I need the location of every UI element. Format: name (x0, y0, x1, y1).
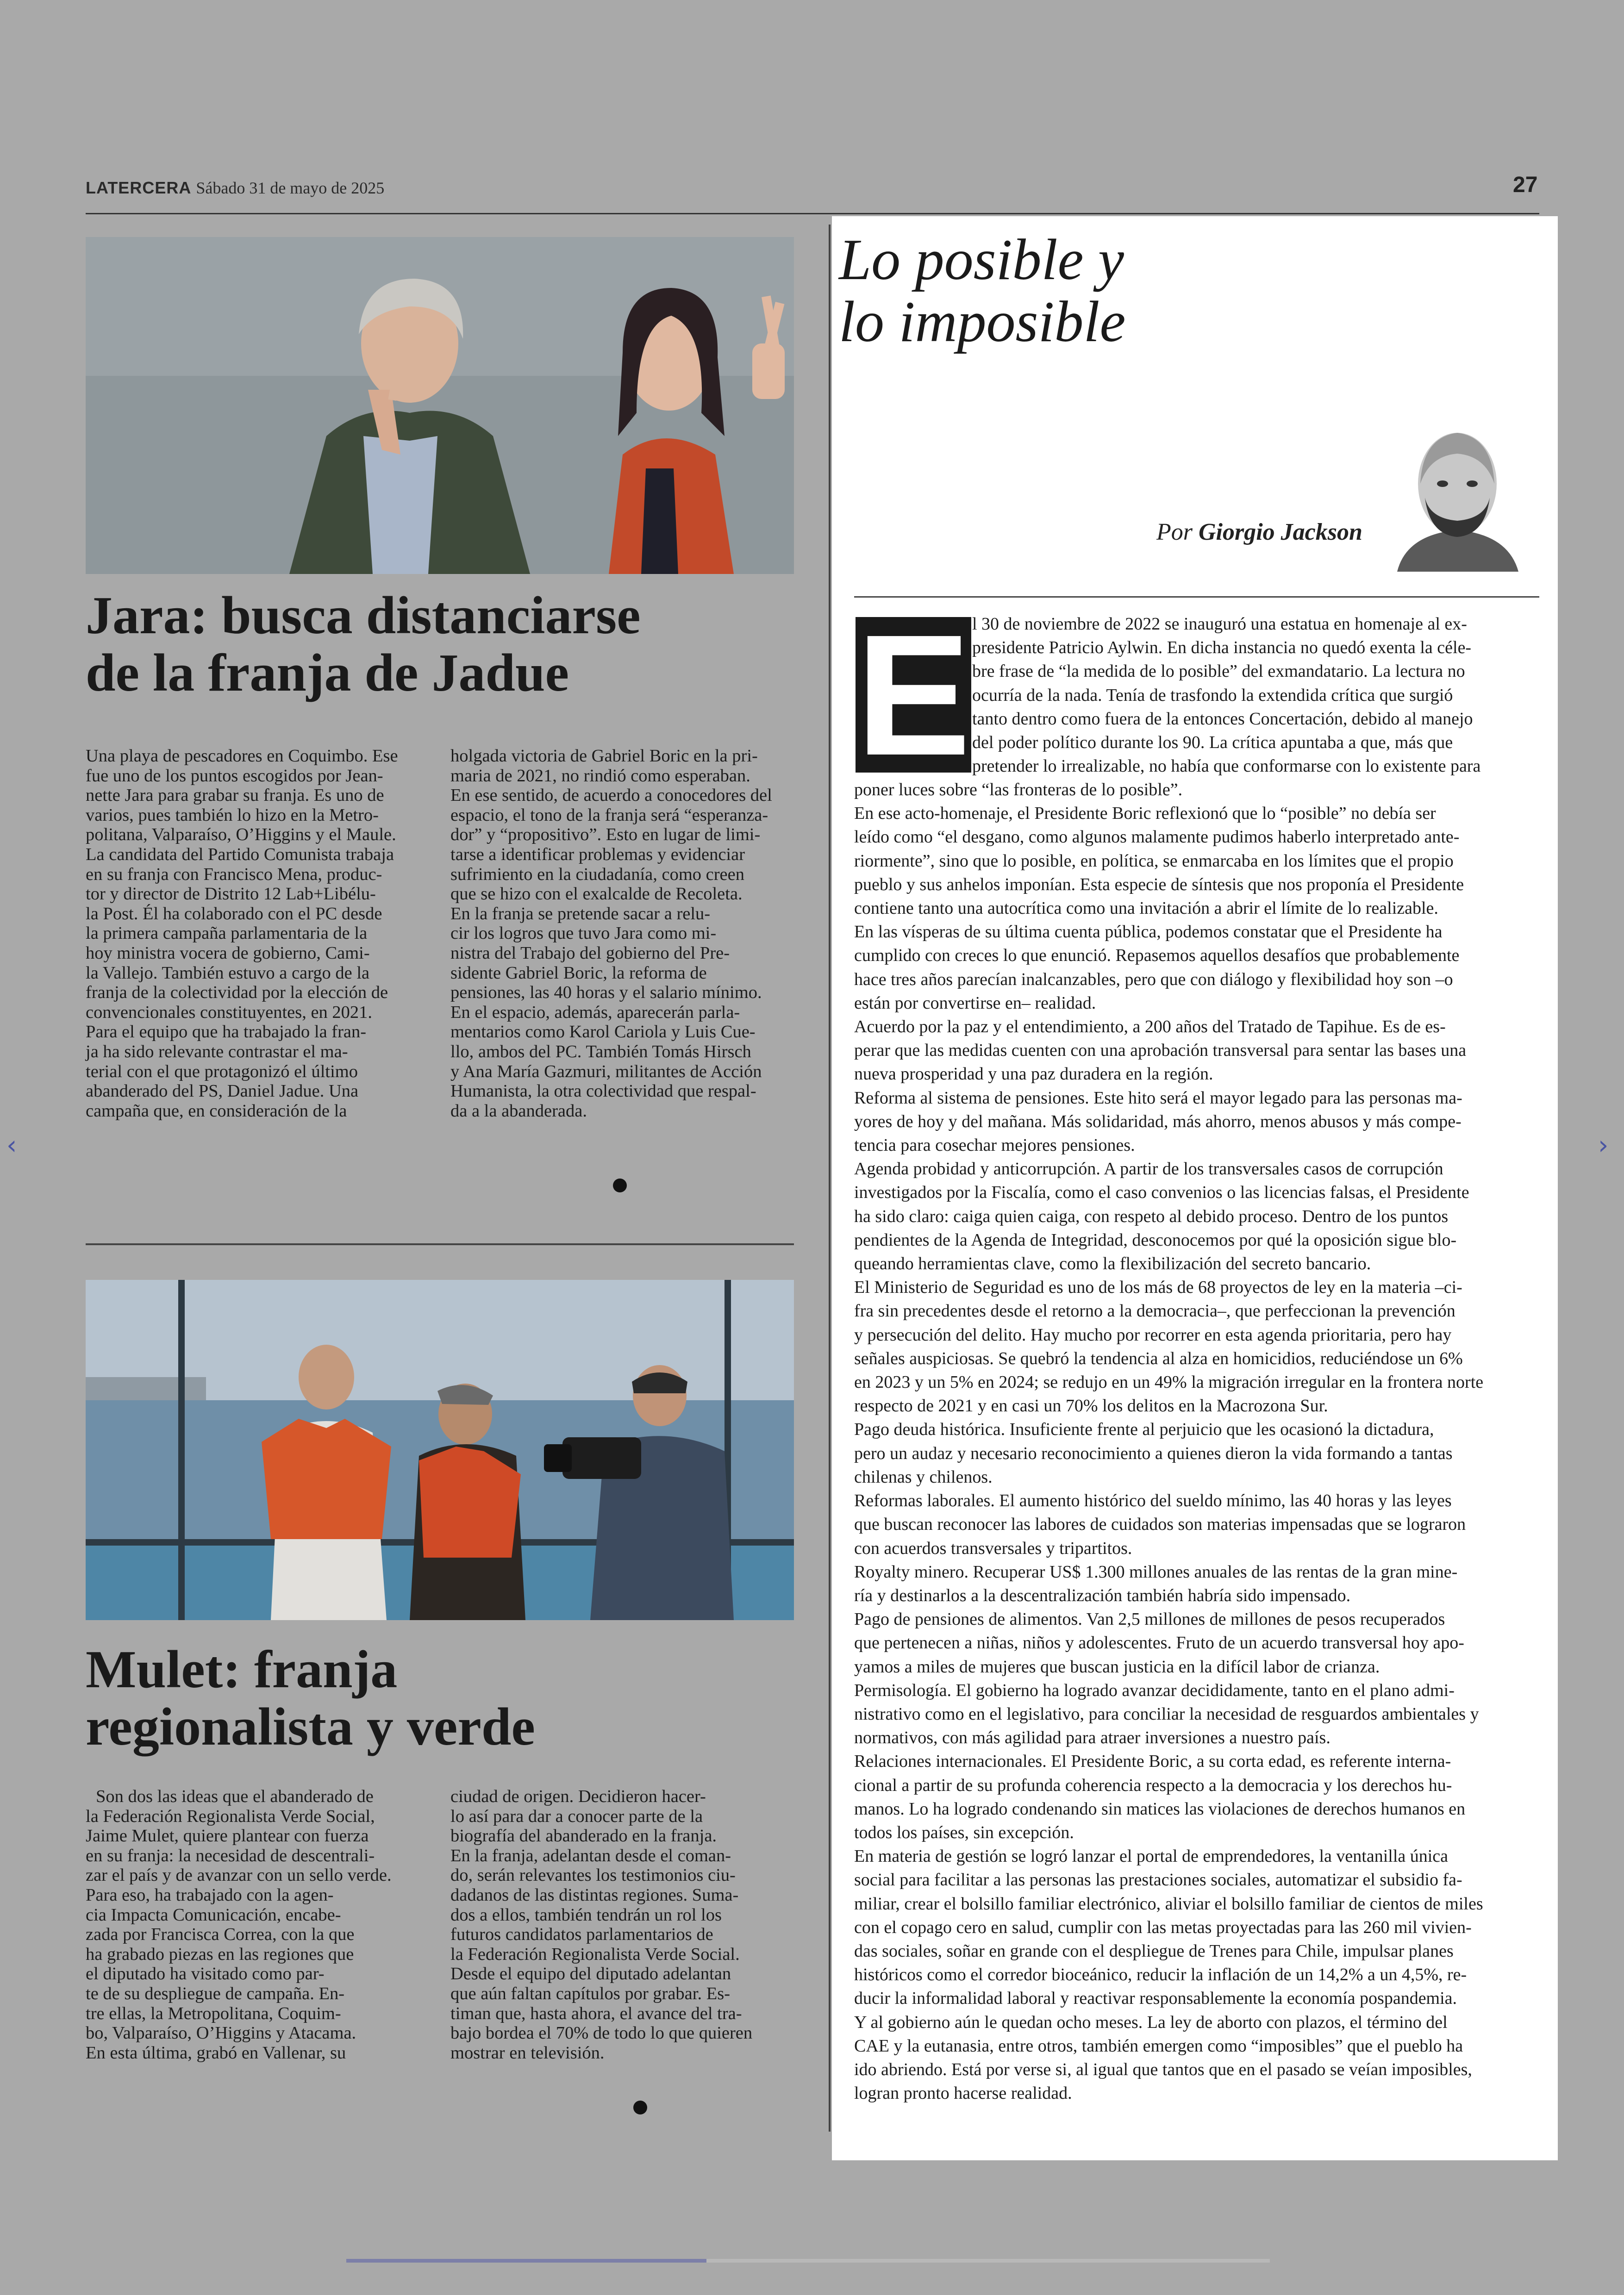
newspaper-brand: LATERCERA (86, 178, 192, 197)
jara-end-mark (610, 1179, 627, 1192)
opinion-body: poner luces sobre “las fronteras de lo posible”. En ese acto-homenaje, el Presidente Boric reflexionó que lo “posible” no debía ser leído como “el desgano, como algunos malamente pudimos haberlo interpretado ante- riormente”, sino que lo posible, en política, se enmarcaba en los límites que el propio pueblo y sus anhelos imponían. Esta especie de síntesis que nos proponía el Presidente contiene tanto una autocrítica como una invitación a abrir el límite de lo realizable. En las vísperas de su última cuenta pública, podemos constatar que el Presidente ha cumplido con creces lo que enunció. Repasemos aquellos desafíos que probablemente hace tres años parecían inalcanzables, pero que con diálogo y flexibilidad hoy son –o están por convertirse en– realidad. Acuerdo por la paz y el entendimiento, a 200 años del Tratado de Tapihue. Es de es- perar que las medidas cuenten con una aprobación transversal para sentar las bases una nueva prosperidad y una paz duradera en la región. Reforma al sistema de pensiones. Este hito será el mayor legado para las personas ma- yores de hoy y del mañana. Más solidaridad, más ahorro, menos abusos y más compe- tencia para cosechar mejores pensiones. Agenda probidad y anticorrupción. A partir de los transversales casos de corrupción investigados por la Fiscalía, como el caso convenios o las licencias falsas, el Presidente ha sido claro: caiga quien caiga, con respeto al debido proceso. Dentro de los puntos pendientes de la Agenda de Integridad, desconocemos por qué la oposición sigue blo- queando herramientas clave, como la flexibilización del secreto bancario. El Ministerio de Seguridad es uno de los más de 68 proyectos de ley en la materia –ci- fra sin precedentes desde el retorno a la democracia–, que perfeccionan la prevención y persecución del delito. Hay mucho por recorrer en esta agenda prioritaria, pero hay señales auspiciosas. Se quebró la tendencia al alza en homicidios, reduciéndose un 6% en 2023 y un 5% en 2024; se redujo en un 49% la migración irregular en la frontera norte respecto de 2021 y en casi un 70% los delitos en la Macrozona Sur. Pago deuda histórica. Insuficiente frente al perjuicio que les ocasionó la dictadura, pero un audaz y necesario reconocimiento a quienes dieron la vida formando a tantas chilenas y chilenos. Reformas laborales. El aumento histórico del sueldo mínimo, las 40 horas y las leyes que buscan reconocer las labores de cuidados son materias impensadas que se lograron con acuerdos transversales y tripartitos. Royalty minero. Recuperar US$ 1.300 millones anuales de las rentas de la gran mine- ría y destinarlos a la descentralización también habría sido impensado. Pago de pensiones de alimentos. Van 2,5 millones de millones de pesos recuperados que pertenecen a niñas, niños y adolescentes. Fruto de un acuerdo transversal hoy apo- yamos a miles de mujeres que buscan justicia en la difícil labor de crianza. Permisología. El gobierno ha logrado avanzar decididamente, tanto en el plano admi- nistrativo como en el legislativo, para conciliar la necesidad de resguardos ambientales y normativos, con más agilidad para atraer inversiones a nuestro país. Relaciones internacionales. El Presidente Boric, a su corta edad, es referente interna- cional a partir de su profunda coherencia respecto a la democracia y los derechos hu- manos. Lo ha logrado condenando sin matices las violaciones de derechos humanos en todos los países, sin excepción. En materia de gestión se logró lanzar el portal de emprendedores, la ventanilla única social para facilitar a las personas las prestaciones sociales, automatizar el subsidio fa- miliar, crear el bolsillo familiar electrónico, aliviar el bolsillo familiar de cientos de miles con el copago cero en salud, cumplir con las metas proyectadas para las 260 mil vivien- das sociales, soñar en grande con el despliegue de Trenes para Chile, impulsar planes históricos como el corredor bioceánico, reducir la inflación de un 14,2% a un 4,5%, re- ducir la informalidad laboral y reactivar responsablemente la economía pospandemia. Y al gobierno aún le quedan ocho meses. La ley de aborto con plazos, el término del CAE y la eutanasia, entre otros, también emergen como “imposibles” que el pueblo ha ido abriendo. Está por verse si, al igual que tantos que en el pasado se veían imposibles, logran pronto hacerse realidad. (854, 780, 1484, 2103)
byline-prefix: Por (1156, 519, 1193, 545)
mulet-headline: Mulet: franja regionalista y verde (86, 1640, 535, 1757)
article-divider (86, 1243, 794, 1245)
byline-author: Giorgio Jackson (1199, 519, 1362, 545)
issue-date: Sábado 31 de mayo de 2025 (196, 179, 385, 197)
photo-two-women-victory-sign-icon (86, 237, 794, 574)
jara-body-column-2: holgada victoria de Gabriel Boric en la pri- maria de 2021, no rindió como esperaban. En ese sentido, de acuerdo a conocedores del espacio, el tono de la franja será “esperanza- dor” y “propositivo”. Esto en lugar de limi- tarse a identificar problemas y evidenciar sufrimiento en la ciudadanía, como creen que se hizo con el exalcalde de Recoleta. En la franja se pretende sacar a relu- cir los logros que tuvo Jara como mi- nistra del Trabajo del gobierno del Pre- sidente Gabriel Boric, la reforma de pensiones, las 40 horas y el salario mínimo. En el espacio, además, aparecerán parla- mentarios como Karol Cariola y Luis Cue- llo, ambos del PC. También Tomás Hirsch y Ana María Gazmuri, militantes de Acción Humanista, la otra colectividad que respal- da a la abanderada. (450, 746, 772, 1121)
jara-body-column-2-wrapper (450, 746, 794, 1121)
next-page-button[interactable]: › (1598, 1130, 1609, 1160)
author-portrait-icon (1397, 419, 1518, 572)
mulet-body-column-1: Son dos las ideas que el abanderado de la Federación Regionalista Verde Social, Jaime Mulet, quiere plantear con fuerza en su franja: la necesidad de descentrali- zar el país y de avanzar con un sello verde. Para eso, ha trabajado con la agen- cia Impacta Comunicación, encabe- zada por Francisca Correa, con la que ha grabado piezas en las regiones que el diputado ha visitado como par- te de su despliegue de campaña. En- tre ellas, la Metropolitana, Coquim- bo, Valparaíso, O’Higgins y Atacama. En esta última, grabó en Vallenar, su (86, 1787, 392, 2063)
page-number: 27 (1513, 173, 1538, 197)
jara-body-column-1: Una playa de pescadores en Coquimbo. Ese fue uno de los puntos escogidos por Jean- nette Jara para grabar su franja. Es uno de varios, pues también lo hizo en la Metro- politana, Valparaíso, O’Higgins y el Maule. La candidata del Partido Comunista trabaja en su franja con Francisco Mena, produc- tor y director de Distrito 12 Lab+Libélu- la Post. Él ha colaborado con el PC desde la primera campaña parlamentaria de la hoy ministra vocera de gobierno, Cami- la Vallejo. También estuvo a cargo de la franja de la colectividad por la elección de convencionales constituyentes, en 2021. Para el equipo que ha trabajado la fran- ja ha sido relevante contrastar el ma- terial con el que protagonizó el último abanderado del PS, Daniel Jadue. Una campaña que, en consideración de la (86, 746, 398, 1121)
section-vertical-rule (829, 225, 831, 2132)
header-rule (86, 213, 1539, 214)
mulet-body-column-2: ciudad de origen. Decidieron hacer- lo así para dar a conocer parte de la biografía del abanderado en la franja. En la franja, adelantan desde el coman- do, serán relevantes los testimonios ciu- dadanos de las distintas regiones. Suma- dos a ellos, también tendrán un rol los futuros candidatos parlamentarios de la Federación Regionalista Verde Social. Desde el equipo del diputado adelantan que aún faltan capítulos por grabar. Es- timan que, hasta ahora, el avance del tra- bajo bordea el 70% de todo lo que quieren mostrar en televisión. (450, 1787, 753, 2063)
opinion-title: Lo posible y lo imposible (839, 228, 1126, 354)
author-portrait (1397, 419, 1518, 572)
mulet-photo (86, 1280, 794, 1620)
masthead (86, 178, 384, 198)
opinion-rule (854, 596, 1539, 598)
photo-boat-crew-filming-icon (86, 1280, 794, 1620)
opinion-intro: l 30 de noviembre de 2022 se inauguró una estatua en homenaje al ex- presidente Patricio Aylwin. En dicha instancia no quedó exenta la céle- bre frase de “la medida de lo posible” del exmandatario. La lectura no ocurría de la nada. Tenía de trasfondo la extendida crítica que surgió tanto dentro como fuera de la entonces Concertación, debido al manejo del poder político durante los 90. La crítica apuntaba a que, más que pretender lo irrealizable, no había que conformarse con lo existente para (972, 614, 1481, 776)
jara-headline: Jara: busca distanciarse de la franja de Jadue (86, 586, 641, 703)
prev-page-button[interactable]: ‹ (6, 1130, 17, 1160)
mulet-end-mark (631, 2101, 647, 2114)
byline (1156, 518, 1362, 546)
drop-cap: E (856, 599, 971, 791)
jara-photo (86, 237, 794, 574)
page-scroll-thumb[interactable] (346, 2259, 706, 2263)
